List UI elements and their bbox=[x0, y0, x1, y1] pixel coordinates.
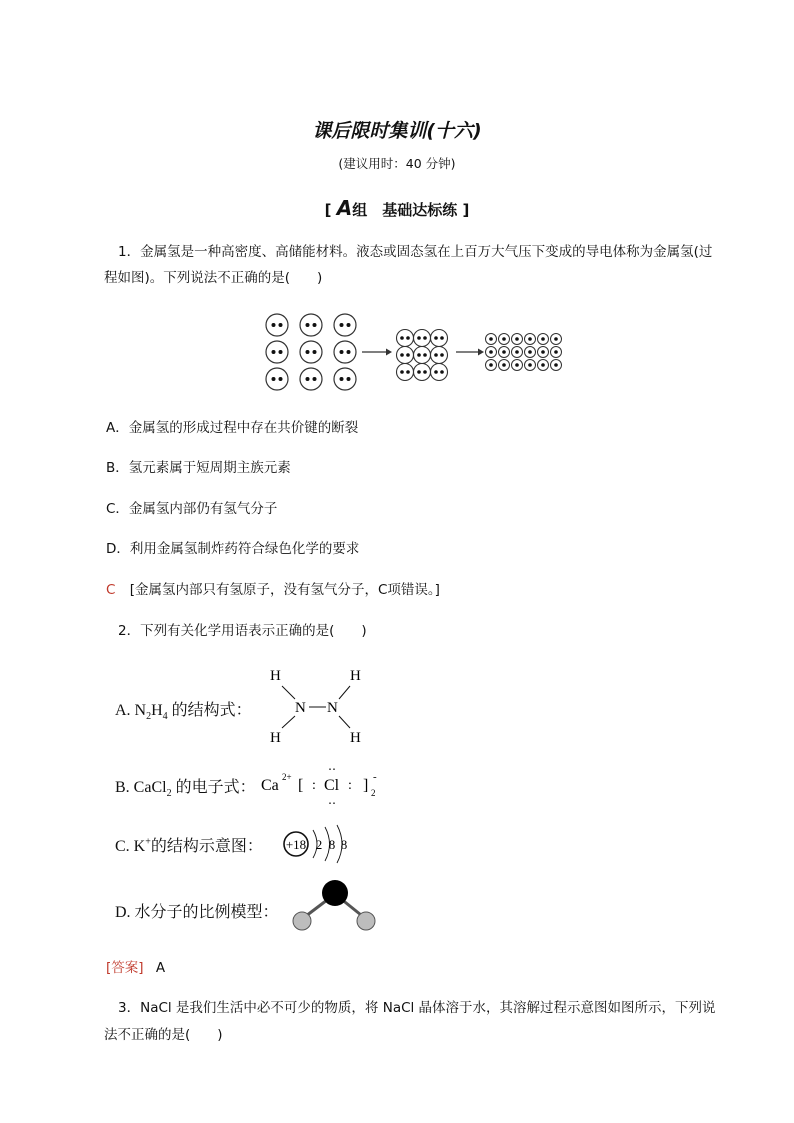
bracket-charge: - bbox=[373, 771, 377, 783]
q1-option-c: C．金属氢内部仍有氢气分子 bbox=[106, 501, 278, 517]
hydrogen-atom-right bbox=[357, 912, 375, 930]
cl-symbol: Cl bbox=[324, 777, 340, 794]
shell-1-count: 2 bbox=[315, 837, 323, 852]
ca-symbol: Ca bbox=[261, 777, 279, 794]
section-group-letter: A bbox=[336, 196, 353, 220]
q1-answer-explanation: [金属氢内部只有氢原子，没有氢气分子，C项错误。] bbox=[129, 582, 440, 598]
q2-option-c: C. K+的结构示意图： bbox=[115, 836, 263, 855]
bracket-close: ] bbox=[363, 777, 369, 794]
dots-bottom: ‥ bbox=[328, 793, 337, 806]
q1-option-a: A．金属氢的形成过程中存在共价键的断裂 bbox=[106, 420, 359, 436]
section-close-bracket: ] bbox=[462, 201, 470, 219]
q2-answer-label: [答案] bbox=[106, 960, 144, 976]
atom-h-bottom-right: H bbox=[350, 730, 361, 746]
q1-answer bbox=[106, 580, 440, 600]
section-open-bracket: [ bbox=[324, 201, 332, 219]
q3-stem-line2: 法不正确的是( ) bbox=[104, 1027, 223, 1043]
q1-stem-line2: 程如图)。下列说法不正确的是( ) bbox=[104, 270, 323, 286]
q2-stem: 2．下列有关化学用语表示正确的是( ) bbox=[118, 623, 367, 639]
colon-left: : bbox=[312, 778, 316, 793]
cacl2-electron-formula bbox=[260, 756, 390, 806]
atom-n-right: N bbox=[327, 700, 338, 716]
q1-option-d: D．利用金属氢制炸药符合绿色化学的要求 bbox=[106, 541, 360, 557]
oxygen-atom bbox=[322, 880, 348, 906]
hydrogen-atom-left bbox=[293, 912, 311, 930]
suggested-time: (建议用时：40 分钟) bbox=[338, 156, 456, 171]
bracket-open: [ bbox=[298, 777, 304, 794]
k-ion-structure-diagram bbox=[280, 822, 356, 866]
hydrazine-structure bbox=[262, 664, 372, 748]
dots-top: ‥ bbox=[328, 759, 337, 773]
q2-option-b: B. CaCl$_2$ 的电子式： bbox=[115, 779, 256, 800]
q2-answer bbox=[106, 958, 165, 978]
q2-answer-value: A bbox=[155, 960, 166, 976]
atom-n-left: N bbox=[295, 700, 306, 716]
q1-option-b: B．氢元素属于短周期主族元素 bbox=[106, 460, 291, 476]
section-heading bbox=[0, 196, 794, 220]
compressed-grid bbox=[397, 330, 448, 381]
q2-option-a: A. $N_2H_4$ 的结构式： bbox=[115, 702, 252, 723]
atom-h-top-right: H bbox=[350, 668, 361, 684]
shell-2-count: 8 bbox=[328, 837, 336, 852]
shell-3-count: 8 bbox=[340, 837, 348, 852]
page-title: 课后限时集训(十六) bbox=[312, 120, 482, 142]
section-label: 组 基础达标练 bbox=[352, 201, 458, 219]
q1-stem-line1: 1．金属氢是一种高密度、高储能材料。液态或固态氢在上百万大气压下变成的导电体称为金属氢(过 bbox=[118, 244, 713, 260]
arrow-1 bbox=[362, 349, 392, 356]
q2-option-d: D. 水分子的比例模型： bbox=[115, 904, 279, 921]
water-space-filling-model bbox=[288, 876, 378, 934]
colon-right: : bbox=[348, 778, 352, 793]
arrow-2 bbox=[456, 349, 484, 356]
q1-answer-letter: C bbox=[106, 582, 116, 598]
metallic-hydrogen-diagram bbox=[258, 312, 568, 392]
atom-h-top-left: H bbox=[270, 668, 281, 684]
atom-h-bottom-left: H bbox=[270, 730, 281, 746]
ca-charge: 2+ bbox=[282, 772, 292, 782]
q3-stem-line1: 3．NaCl 是我们生活中必不可少的物质，将 NaCl 晶体溶于水，其溶解过程示意图如图所示，下列说 bbox=[118, 1000, 716, 1016]
metallic-atom-lattice bbox=[486, 334, 562, 371]
nucleus-charge: +18 bbox=[285, 837, 307, 852]
bracket-subscript: 2 bbox=[371, 788, 376, 798]
